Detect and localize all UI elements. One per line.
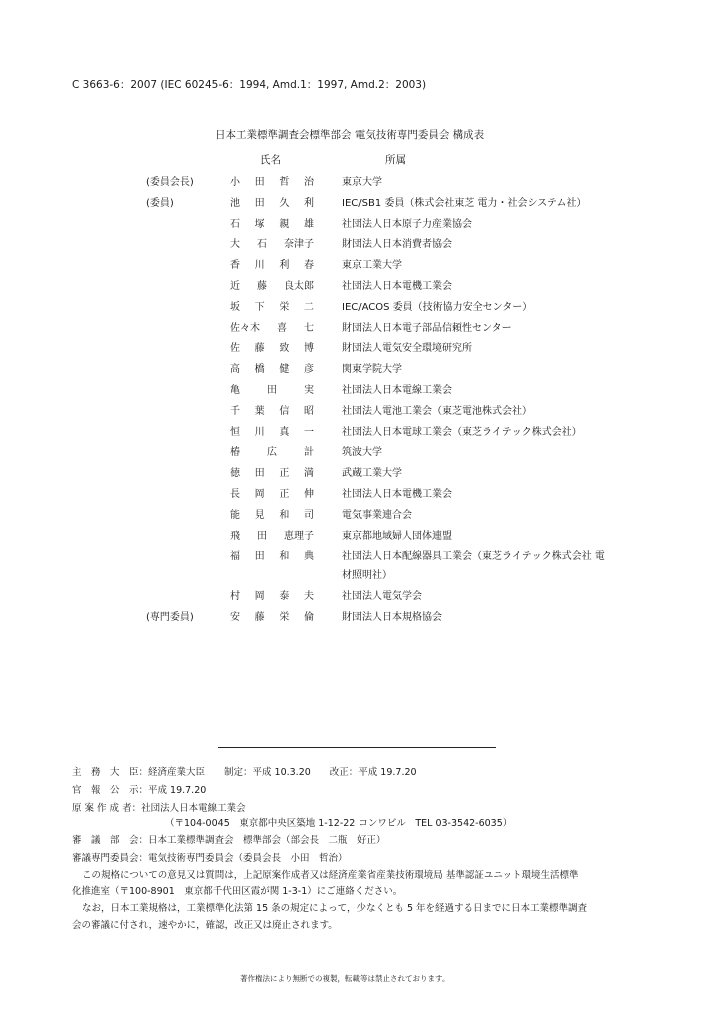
member-name-part: 石 <box>257 239 267 251</box>
divider-line <box>218 747 496 748</box>
member-name-part: 千 <box>230 405 240 417</box>
member-affiliation: 社団法人電池工業会（東芝電池株式会社） <box>342 405 532 417</box>
member-name-part: 恵理子 <box>284 530 314 542</box>
column-header-name: 氏名 <box>260 154 281 166</box>
member-name <box>230 194 314 209</box>
member-name-part: 利 <box>303 197 314 209</box>
member-affiliation: 社団法人日本電線工業会 <box>342 385 452 396</box>
member-affiliation: 財団法人日本消費者協会 <box>342 239 452 251</box>
member-name-part: 橋 <box>254 364 265 376</box>
member-name-part: 大 <box>230 239 240 251</box>
member-affiliation: 東京都地域婦人団体連盟 <box>342 530 452 542</box>
member-name-part: 哲 <box>279 177 290 188</box>
member-name-part: 司 <box>303 509 314 521</box>
member-affiliation: 関東学院大学 <box>342 364 402 376</box>
member-name-part: 川 <box>254 260 265 272</box>
member-name <box>230 256 314 271</box>
member-name-part: 坂 <box>230 301 240 313</box>
member-name-part: 飛 <box>230 530 240 542</box>
member-name <box>230 464 314 479</box>
member-name-part: 典 <box>303 551 314 563</box>
member-name <box>230 547 314 562</box>
member-name-part: 川 <box>254 426 265 438</box>
member-name-part: 田 <box>254 468 265 480</box>
member-name-part: 奈津子 <box>284 239 314 251</box>
member-name-part: 栄 <box>279 301 290 313</box>
member-affiliation-cont: 材照明社） <box>342 570 392 582</box>
member-name-part: 親 <box>279 218 290 230</box>
member-name <box>230 298 314 313</box>
member-affiliation: 筑波大学 <box>342 447 382 459</box>
member-name-part: 藤 <box>254 343 265 355</box>
footer-draft-author: 原 案 作 成 者：社団法人日本電線工業会 <box>72 803 246 814</box>
footer-note-2-cont: 会の審議に付され，速やかに，確認，改正又は廃止されます。 <box>72 920 338 931</box>
member-name-part: 小 <box>230 177 240 188</box>
member-name-part: 彦 <box>303 364 314 376</box>
footer-note-2: なお，日本工業規格は，工業標準化法第 15 条の規定によって，少なくとも 5 年を経過する日までに日本工業標準調査 <box>82 903 588 914</box>
member-name-part: 近 <box>230 281 240 292</box>
member-name-part: 田 <box>254 197 265 209</box>
member-name-part: 一 <box>303 426 314 438</box>
footer-committee: 審議専門委員会：電気技術専門委員会（委員会長 小田 哲治） <box>72 853 348 864</box>
footer-minister: 主 務 大 臣：経済産業大臣 制定：平成 10.3.20 改正：平成 19.7.20 <box>72 767 417 778</box>
member-name <box>230 277 314 292</box>
member-name-part: 二 <box>303 301 314 313</box>
member-affiliation: 東京大学 <box>342 177 382 188</box>
member-affiliation: 武蔵工業大学 <box>342 468 402 480</box>
member-affiliation: 社団法人日本電球工業会（東芝ライテック株式会社） <box>342 426 582 438</box>
member-name-part: 恒 <box>230 426 240 438</box>
member-name-part: 田 <box>254 177 265 188</box>
member-affiliation: 社団法人日本電機工業会 <box>342 281 452 292</box>
member-name-part: 正 <box>279 489 290 500</box>
member-name-part: 岡 <box>254 591 265 603</box>
member-name <box>230 319 314 334</box>
member-name-part: 治 <box>303 177 314 188</box>
member-name-part: 信 <box>279 405 290 417</box>
member-affiliation: 財団法人日本電子部品信頼性センター <box>342 322 512 334</box>
member-name-part: 泰 <box>279 591 290 603</box>
member-name-part: 安 <box>230 612 240 623</box>
member-name-part: 田 <box>257 530 267 542</box>
member-name-part: 伸 <box>303 489 314 500</box>
member-affiliation: 東京工業大学 <box>342 260 402 272</box>
member-name-part: 計 <box>304 447 314 459</box>
member-name-part: 福 <box>230 551 240 563</box>
member-name <box>230 608 314 623</box>
member-name-part: 喜 <box>277 322 287 334</box>
member-name-part: 七 <box>304 322 314 334</box>
member-name <box>230 527 314 542</box>
footer-note-1: この規格についての意見又は質問は，上記原案作成者又は経済産業省産業技術環境局 基準認証ユニット環境生活標準 <box>82 870 579 881</box>
member-name-part: 下 <box>254 301 265 313</box>
member-role: (専門委員) <box>146 612 194 623</box>
member-name-part: 夫 <box>303 591 314 603</box>
member-name-part: 徳 <box>230 468 240 480</box>
member-name-part: 利 <box>279 260 290 272</box>
member-name-part: 田 <box>254 551 265 563</box>
member-role: (委員会長) <box>146 177 194 188</box>
member-name-part: 実 <box>304 385 314 396</box>
member-name-part: 昭 <box>303 405 314 417</box>
footer-address: （〒104-0045 東京都中央区築地 1-12-22 コンワビル TEL 03-3542-6035） <box>165 818 513 829</box>
member-name <box>230 506 314 521</box>
member-name <box>230 381 314 396</box>
member-name-part: 香 <box>230 260 240 272</box>
member-name-part: 岡 <box>254 489 265 500</box>
column-header-affiliation: 所属 <box>385 154 406 166</box>
member-name-part: 正 <box>279 468 290 480</box>
member-name-part: 栄 <box>279 612 290 623</box>
member-name <box>230 402 314 417</box>
member-name-part: 博 <box>303 343 314 355</box>
member-name <box>230 423 314 438</box>
member-role: (委員) <box>146 197 174 209</box>
footer-gazette: 官 報 公 示：平成 19.7.20 <box>72 785 207 796</box>
member-name <box>230 360 314 375</box>
member-name-part: 見 <box>254 509 265 521</box>
copyright-notice: 著作権法により無断での複製，転載等は禁止されております。 <box>240 974 450 983</box>
member-affiliation: 社団法人日本配線器具工業会（東芝ライテック株式会社 電 <box>342 551 605 563</box>
member-name <box>230 215 314 230</box>
member-name-part: 佐 <box>230 343 240 355</box>
member-name-part: 健 <box>279 364 290 376</box>
member-name-part: 藤 <box>254 612 265 623</box>
member-name-part: 椿 <box>230 447 240 459</box>
member-name-part: 高 <box>230 364 240 376</box>
member-affiliation: 電気事業連合会 <box>342 509 412 521</box>
footer-council: 審 議 部 会：日本工業標準調査会 標準部会（部会長 二瓶 好正） <box>72 835 386 846</box>
member-name <box>230 339 314 354</box>
member-affiliation: IEC/ACOS 委員（技術協力安全センター） <box>342 301 533 313</box>
member-name-part: 葉 <box>254 405 265 417</box>
document-header: C 3663-6：2007 (IEC 60245-6：1994, Amd.1：1997, Amd.2：2003) <box>72 79 427 91</box>
member-name-part: 塚 <box>254 218 265 230</box>
footer-note-1-cont: 化推進室（〒100-8901 東京都千代田区霞が関 1-3-1）にご連絡ください。 <box>72 886 403 897</box>
member-name-part: 池 <box>230 197 240 209</box>
member-name-part: 田 <box>267 385 277 396</box>
member-name <box>230 443 314 458</box>
member-affiliation: 社団法人日本原子力産業協会 <box>342 218 472 230</box>
member-affiliation: 財団法人日本規格協会 <box>342 612 442 623</box>
member-name-part: 雄 <box>303 218 314 230</box>
member-affiliation: IEC/SB1 委員（株式会社東芝 電力・社会システム社） <box>342 197 587 209</box>
member-name <box>230 485 314 500</box>
member-name-part: 石 <box>230 218 240 230</box>
member-name <box>230 235 314 250</box>
member-name-part: 久 <box>279 197 290 209</box>
member-name <box>230 173 314 188</box>
member-name-part: 長 <box>230 489 240 500</box>
member-name-part: 和 <box>279 509 290 521</box>
member-name <box>230 587 314 602</box>
member-name-part: 良太郎 <box>284 281 314 292</box>
member-name-part: 春 <box>303 260 314 272</box>
committee-title: 日本工業標準調査会標準部会 電気技術専門委員会 構成表 <box>215 129 485 141</box>
member-affiliation: 社団法人日本電機工業会 <box>342 489 452 500</box>
member-name-part: 佐々木 <box>230 322 260 334</box>
member-name-part: 能 <box>230 509 240 521</box>
member-name-part: 倫 <box>303 612 314 623</box>
member-name-part: 和 <box>279 551 290 563</box>
member-name-part: 満 <box>303 468 314 480</box>
member-name-part: 藤 <box>257 281 267 292</box>
member-name-part: 亀 <box>230 385 240 396</box>
member-name-part: 真 <box>279 426 290 438</box>
member-affiliation: 社団法人電気学会 <box>342 591 422 603</box>
member-affiliation: 財団法人電気安全環境研究所 <box>342 343 472 355</box>
member-name-part: 致 <box>279 343 290 355</box>
member-name-part: 村 <box>230 591 240 603</box>
member-name-part: 広 <box>267 447 277 459</box>
